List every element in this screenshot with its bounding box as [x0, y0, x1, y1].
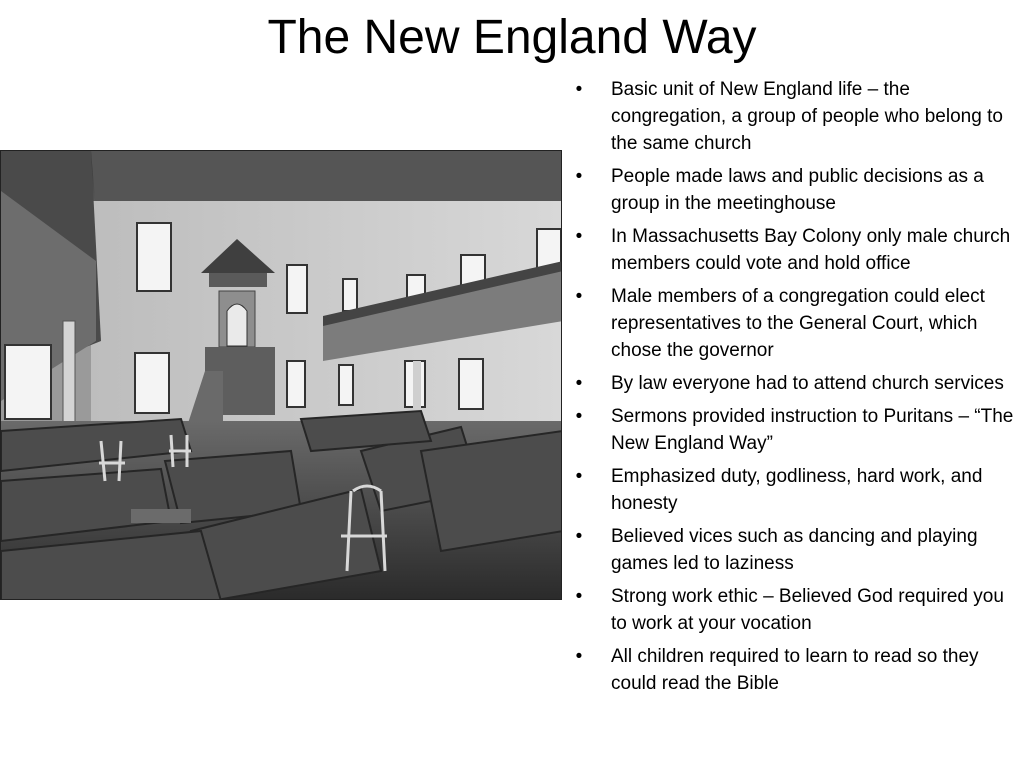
bullet-marker: •	[575, 226, 583, 247]
bullet-item	[572, 370, 1018, 397]
bullet-item	[572, 223, 1018, 277]
bullet-text: All children required to learn to read so they could read the Bible	[611, 646, 979, 694]
bullet-text: Strong work ethic – Believed God required you to work at your vocation	[611, 586, 1004, 634]
bullet-item	[572, 643, 1018, 697]
meetinghouse-illustration	[1, 151, 562, 600]
bullet-text: Basic unit of New England life – the congregation, a group of people who belong to the same church	[611, 79, 1003, 154]
bullet-text: Emphasized duty, godliness, hard work, and honesty	[611, 466, 983, 514]
bullet-text: Believed vices such as dancing and playing games led to laziness	[611, 526, 978, 574]
bullet-marker: •	[575, 466, 583, 487]
bullet-item	[572, 403, 1018, 457]
bullet-text: In Massachusetts Bay Colony only male church members could vote and hold office	[611, 226, 1011, 274]
meetinghouse-photo	[0, 150, 562, 600]
bullet-text: By law everyone had to attend church services	[611, 373, 1004, 394]
bullet-marker: •	[575, 373, 583, 394]
bullet-item	[572, 163, 1018, 217]
bullet-marker: •	[575, 79, 583, 100]
bullet-item	[572, 283, 1018, 364]
bullet-text: Sermons provided instruction to Puritans – “The New England Way”	[611, 406, 1014, 454]
bullet-item	[572, 76, 1018, 157]
bullet-marker: •	[575, 586, 583, 607]
bullet-marker: •	[575, 646, 583, 667]
bullet-text: Male members of a congregation could elect representatives to the General Court, which chose the governor	[611, 286, 985, 361]
bullet-item	[572, 583, 1018, 637]
bullet-marker: •	[575, 166, 583, 187]
slide-title: The New England Way	[267, 11, 757, 64]
bullet-item	[572, 463, 1018, 517]
bullet-marker: •	[575, 526, 583, 547]
bullet-item	[572, 523, 1018, 577]
bullet-text: People made laws and public decisions as a group in the meetinghouse	[611, 166, 984, 214]
bullet-list	[572, 76, 1018, 703]
bullet-marker: •	[575, 286, 583, 307]
bullet-marker: •	[575, 406, 583, 427]
